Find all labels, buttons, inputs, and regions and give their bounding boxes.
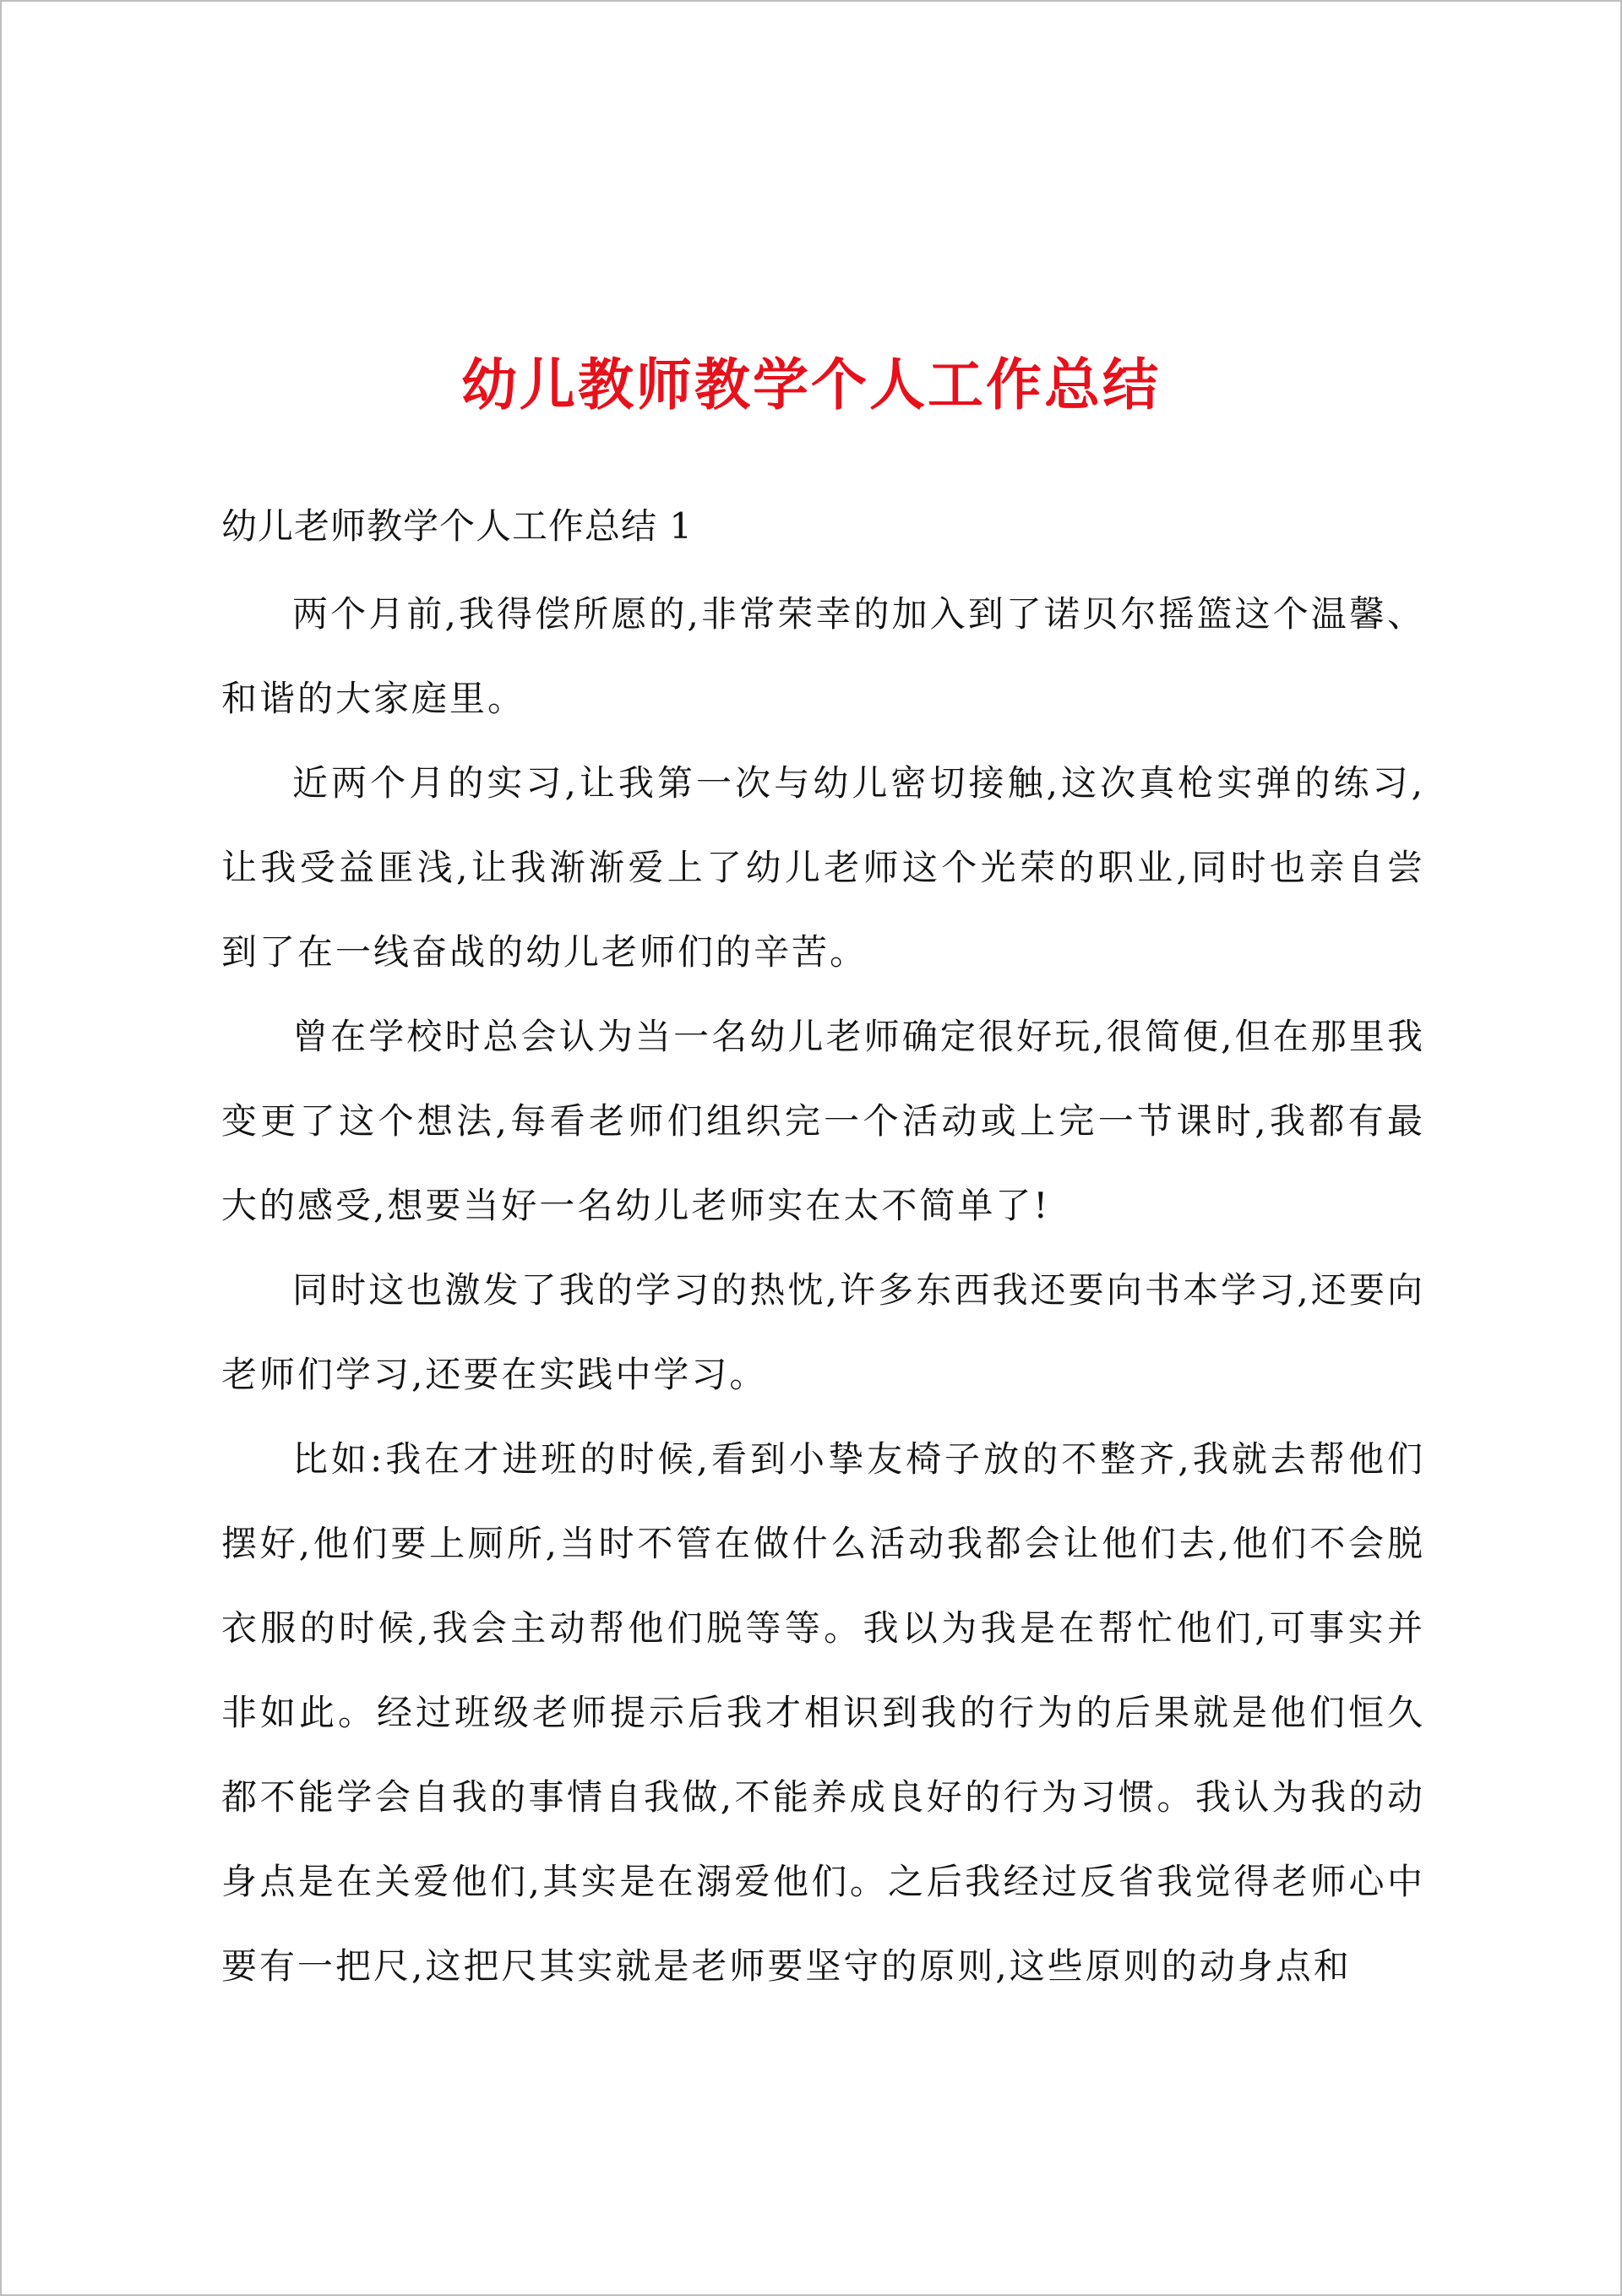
- paragraph: 同时这也激发了我的学习的热忱,许多东西我还要向书本学习,还要向老师们学习,还要在实践中学习。: [221, 1269, 1425, 1395]
- paragraph: 两个月前,我得偿所愿的,非常荣幸的加入到了诺贝尔摇篮这个温馨、和谐的大家庭里。: [221, 593, 1425, 719]
- section-heading: 幼儿老师教学个人工作总结 1: [221, 505, 694, 547]
- paragraph: 比如:我在才进班的时候,看到小挚友椅子放的不整齐,我就去帮他们摆好,他们要上厕所,当时不管在做什么活动我都会让他们去,他们不会脱衣服的时候,我会主动帮他们脱等等。我以为我是在帮忙他们,可事实并非如此。经过班级老师提示后我才相识到我的行为的后果就是他们恒久都不能学会自我的事情自我做,不能养成良好的行为习惯。我认为我的动身点是在关爱他们,其实是在溺爱他们。之后我经过反省我觉得老师心中要有一把尺,这把尺其实就是老师要坚守的原则,这些原则的动身点和: [221, 1438, 1425, 1987]
- document-title: 幼儿教师教学个人工作总结: [461, 352, 1161, 417]
- document-body: [221, 572, 1425, 2009]
- paragraph: 曾在学校时总会认为当一名幼儿老师确定很好玩,很简便,但在那里我变更了这个想法,每看老师们组织完一个活动或上完一节课时,我都有最大的感受,想要当好一名幼儿老师实在太不简单了!: [221, 1016, 1425, 1226]
- paragraph: 近两个月的实习,让我第一次与幼儿密切接触,这次真枪实弹的练习,让我受益匪浅,让我渐渐爱上了幼儿老师这个光荣的职业,同时也亲自尝到了在一线奋战的幼儿老师们的辛苦。: [221, 762, 1425, 973]
